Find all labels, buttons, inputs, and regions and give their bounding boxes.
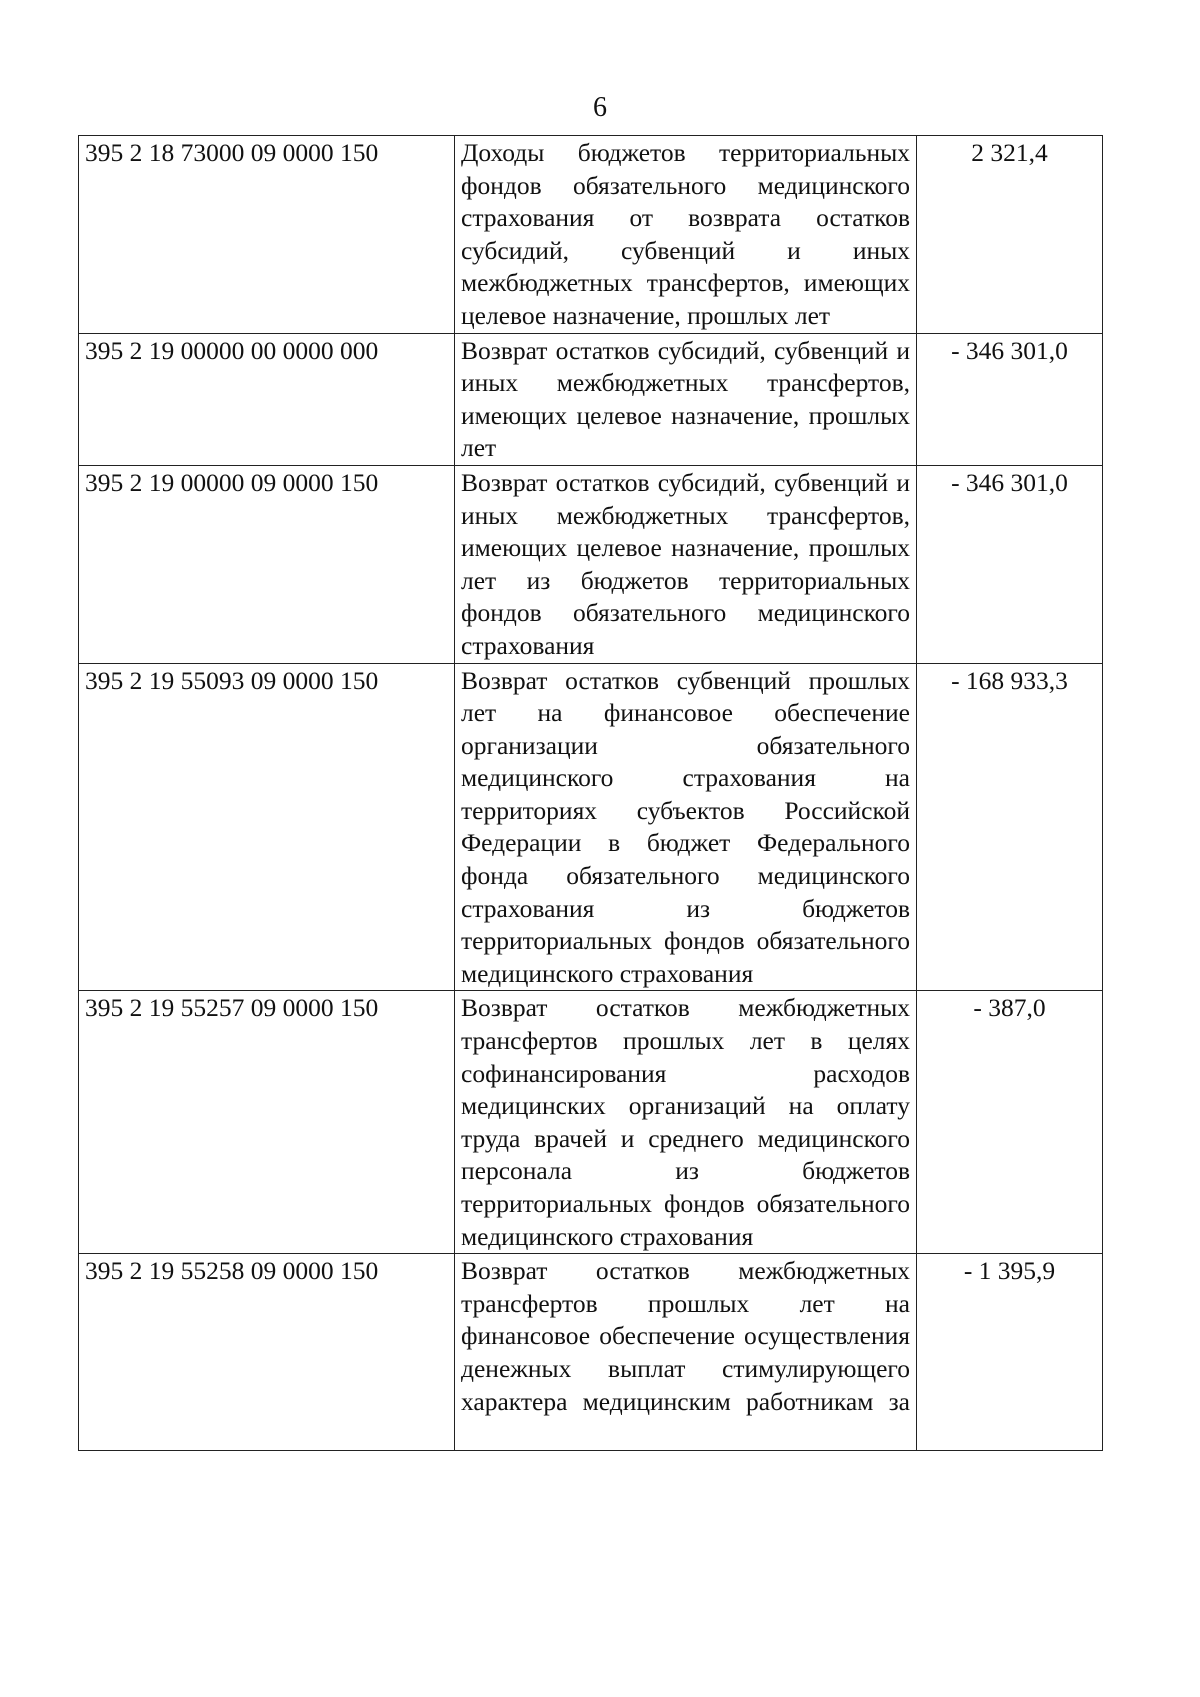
revenue-name: Возврат остатков межбюджетных трансфертов прошлых лет на финансовое обеспечение осуществления денежных выплат стимулирующего характера медицинским работникам за [455, 1254, 917, 1451]
amount-value: - 387,0 [917, 991, 1103, 1254]
amount-value: - 1 395,9 [917, 1254, 1103, 1451]
table-row [79, 991, 1103, 1254]
revenue-name: Возврат остатков субвенций прошлых лет на финансовое обеспечение организации обязательного медицинского страхования на территориях субъектов Российской Федерации в бюджет Федерального фонда обязательного медицинского страхования из бюджетов территориальных фондов обязательного медицинского страхования [455, 663, 917, 991]
budget-classification-code: 395 2 19 55093 09 0000 150 [79, 663, 455, 991]
amount-value: - 346 301,0 [917, 465, 1103, 663]
amount-value: - 168 933,3 [917, 663, 1103, 991]
table-row [79, 333, 1103, 465]
budget-classification-code: 395 2 18 73000 09 0000 150 [79, 136, 455, 334]
table-row [79, 465, 1103, 663]
table-row [79, 663, 1103, 991]
budget-classification-code: 395 2 19 00000 09 0000 150 [79, 465, 455, 663]
page-number: 6 [593, 92, 607, 123]
amount-value: - 346 301,0 [917, 333, 1103, 465]
budget-classification-code: 395 2 19 00000 00 0000 000 [79, 333, 455, 465]
table-row [79, 1254, 1103, 1451]
budget-classification-code: 395 2 19 55258 09 0000 150 [79, 1254, 455, 1451]
amount-value: 2 321,4 [917, 136, 1103, 334]
revenue-name: Возврат остатков межбюджетных трансфертов прошлых лет в целях софинансирования расходов медицинских организаций на оплату труда врачей и среднего медицинского персонала из бюджетов территориальных фондов обязательного медицинского страхования [455, 991, 917, 1254]
revenue-name: Возврат остатков субсидий, субвенций и иных межбюджетных трансфертов, имеющих целевое назначение, прошлых лет [455, 333, 917, 465]
table-row [79, 136, 1103, 334]
budget-classification-code: 395 2 19 55257 09 0000 150 [79, 991, 455, 1254]
revenue-name: Доходы бюджетов территориальных фондов обязательного медицинского страхования от возврата остатков субсидий, субвенций и иных межбюджетных трансфертов, имеющих целевое назначение, прошлых лет [455, 136, 917, 334]
revenue-name: Возврат остатков субсидий, субвенций и иных межбюджетных трансфертов, имеющих целевое назначение, прошлых лет из бюджетов территориальных фондов обязательного медицинского страхования [455, 465, 917, 663]
budget-revenue-table [78, 135, 1103, 1451]
